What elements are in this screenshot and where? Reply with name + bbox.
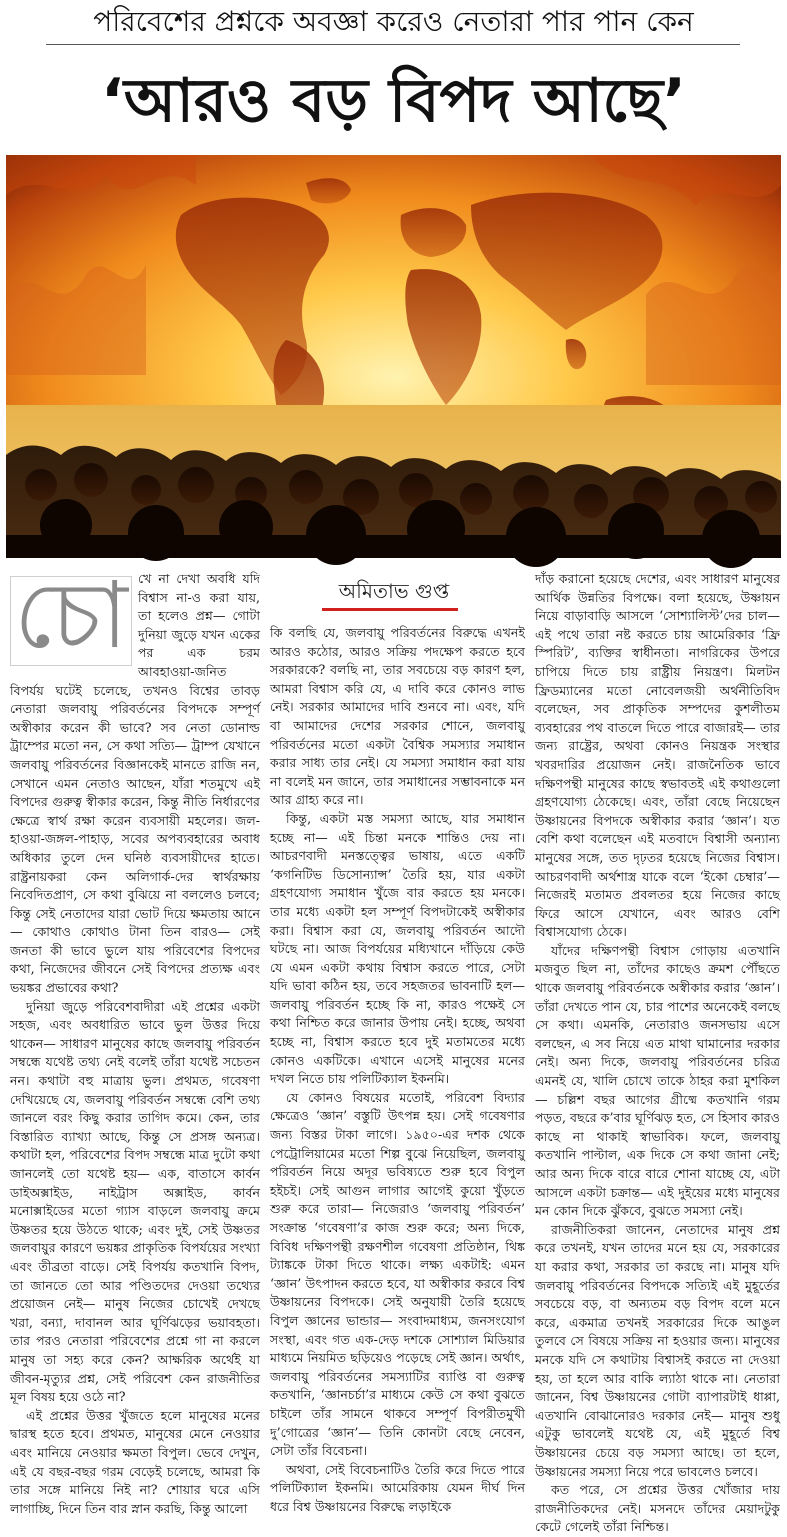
paragraph: খে না দেখা অবধি যদি বিশ্বাস না-ও করা যায়, তা হলেও প্রশ্ন— গোটা দুনিয়া জুড়ে যখন একের পর এক চরম আবহাওয়া-জনিত বিপর্যয় ঘটেই চলেছে, তখনও বিশ্বের তাবড় নেতারা জলবায়ু পরিবর্তনের বিপদকে সম্পূর্ণ অস্বীকার করেন কী ভাবে? সব নেতা ডোনাল্ড ট্রাম্পের মতো নন, সে কথা সত্যি— ট্রাম্প যেখানে জলবায়ু পরিবর্তনের বিজ্ঞানকেই মানতে রাজি নন, সেখানে এমন নেতাও আছেন, যাঁরা শতমুখে এই বিপদের গুরুত্ব স্বীকার করেন, কিন্তু নীতি নির্ধারণের ক্ষেত্রে স্বার্থ রক্ষা করেন ব্যবসায়ী মহলের। জল-হাওয়া-জঙ্গল-পাহাড়, সবের অপব্যবহারের অবাধ অধিকার তুলে দেন ঘনিষ্ঠ ব্যবসায়ীদের হাতে। রাষ্ট্রনায়করা কেন অলিগার্ক-দের স্বার্থরক্ষায় নিবেদিতপ্রাণ, সে কথা বুঝিয়ে না বললেও চলবে; কিন্তু সেই নেতাদের যারা ভোট দিয়ে ক্ষমতায় আনে— কোথাও কোথাও টানা তিন বারও— সেই জনতা কী ভাবে ভুলে যায় পরিবেশের বিপদের কথা, নিজেদের জীবনে সেই বিপদের প্রত্যক্ষ এবং ভয়ঙ্কর প্রভাবের কথা?: [10, 571, 260, 996]
kicker: পরিবেশের প্রশ্নকে অবজ্ঞা করেও নেতারা পার পান কেন: [93, 5, 694, 38]
paragraph: অথবা, সেই বিবেচনাটিও তৈরি করে দিতে পারে পলিটিক্যাল ইকনমি। আমেরিকায় যেমন দীর্ঘ দিন ধরে বিশ্ব উষ্ণায়নের বিরুদ্ধে লড়াইকে: [270, 1461, 525, 1514]
paragraph: এই প্রশ্নের উত্তর খুঁজতে হলে মানুষের মনের দ্বারস্থ হতে হবে। প্রথমত, মানুষের মেনে নেওয়ার এবং মানিয়ে নেওয়ার ক্ষমতা বিপুল। ভেবে দেখুন, এই যে বছর-বছর গরম বেড়েই চলেছে, আমরা কি তার সঙ্গে মানিয়ে নিই না? শোয়ার ঘরে এসি লাগাচ্ছি, দিনে তিন বার স্নান করছি, কিন্তু আলো: [10, 1407, 260, 1516]
hero-image: [6, 155, 781, 558]
paragraph: দাঁড় করানো হয়েছে দেশের, এবং সাধারণ মানুষের আর্থিক উন্নতির বিপক্ষে। বলা হয়েছে, উষ্ণায়ন নিয়ে বাড়াবাড়ি আসলে ‘সোশ্যালিস্ট’দের চাল— এই পথে তারা নষ্ট করতে চায় আমেরিকার ‘ফ্রি স্পিরিট’, ব্যক্তির স্বাধীনতা। নাগরিকের উপরে চাপিয়ে দিতে চায় রাষ্ট্রীয় নিয়ন্ত্রণ। মিলটন ফ্রিডম্যানের মতো নোবেলজয়ী অর্থনীতিবিদ বলেছেন, সব প্রাকৃতিক সম্পদের কুশলীতম ব্যবহারের পথ বাতলে দিতে পারে বাজারই— তার জন্য রাষ্ট্রের, অথবা কোনও নিয়ন্ত্রক সংস্থার খবরদারির প্রয়োজন নেই। রাজনৈতিক ভাবে দক্ষিণপন্থী মানুষের কাছে স্বভাবতই এই কথাগুলো গ্রহণযোগ্য ঠেকেছে। এবং, তাঁরা বেছে নিয়েছেন উষ্ণায়নের বিপদকে অস্বীকার করার ‘জ্ঞান’। যত বেশি কথা বলেছেন এই মতবাদে বিশ্বাসী অন্যান্য মানুষের সঙ্গে, তত দৃঢ়তর হয়েছে নিজের বিশ্বাস। আচরণবাদী অর্থশাস্ত্র যাকে বলে ‘ইকো চেম্বার’— নিজেরই মতামত প্রবলতর হয়ে নিজের কাছে ফিরে আসে যেখানে, এবং আরও বেশি বিশ্বাসযোগ্য ঠেকে।: [535, 571, 780, 940]
paragraph: দুনিয়া জুড়ে পরিবেশবাদীরা এই প্রশ্নের একটা সহজ, এবং অবধারিত ভাবে ভুল উত্তর দিয়ে থাকেন— সাধারণ মানুষের কাছে জলবায়ু পরিবর্তন সম্বন্ধে যথেষ্ট তথ্য নেই বলেই তাঁরা যথেষ্ট সচেতন নন। কথাটা বহু মাত্রায় ভুল। প্রথমত, গবেষণা দেখিয়েছে যে, জলবায়ু পরিবর্তন সম্বন্ধে বেশি তথ্য জানলে বরং কিছু করার তাগিদ কমে। কেন, তার বিস্তারিত ব্যাখ্যা আছে, কিন্তু সে প্রসঙ্গ অন্যত্র। কথাটা হল, পরিবেশের বিপদ সম্বন্ধে মাত্র দুটো কথা জানলেই তো যথেষ্ট হয়— এক, বাতাসে কার্বন ডাইঅক্সাইড, নাইট্রাস অক্সাইড, কার্বন মনোক্সাইডের মতো গ্যাস বাড়লে জলবায়ু ক্রমে উষ্ণতর হয়ে উঠতে থাকে; এবং দুই, সেই উষ্ণতর জলবায়ুর কারণে ভয়ঙ্কর প্রাকৃতিক বিপর্যয়ের সংখ্যা এবং তীব্রতা বাড়ে। সেই বিপর্যয় কতখানি বিপদ, তা জানতে তো আর পণ্ডিতদের দেওয়া তথ্যের প্রয়োজন নেই— মানুষ নিজের চোখেই দেখছে খরা, বন্যা, দাবানল আর ঘূর্ণিঝড়ের ভয়াবহতা। তার পরও নেতারা পরিবেশের প্রশ্নে গা না করলে মানুষ তা সহ্য করে কেন? আক্ষরিক অর্থেই যা জীবন-মৃত্যুর প্রশ্ন, সেই পরিবেশ কেন রাজনীতির মূল বিষয় হয়ে ওঠে না?: [10, 998, 260, 1405]
kicker-rule: [46, 44, 740, 45]
paragraph: কি বলছি যে, জলবায়ু পরিবর্তনের বিরুদ্ধে এখনই আরও কঠোর, আরও সক্রিয় পদক্ষেপ করতে হবে সরকারকে? বলছি না, তার সবচেয়ে বড় কারণ হল, আমরা বিশ্বাস করি যে, এ দাবি করে কোনও লাভ নেই। সরকার আমাদের দাবি শুনবে না। এবং, যদি বা আমাদের দেশের সরকার শোনে, জলবায়ু পরিবর্তনের মতো একটা বৈশ্বিক সমস্যার সমাধান করার সাধ্য তার নেই। যে সমস্যা সমাধান করা যায় না বলেই মন জানে, তার সমাধানের সম্ভাবনাকে মন আর গ্রাহ্য করে না।: [270, 625, 525, 808]
paragraph: যে কোনও বিষয়ের মতোই, পরিবেশ বিদ্যার ক্ষেত্রেও ‘জ্ঞান’ বস্তুটি উৎপন্ন হয়। সেই গবেষণার জন্য বিস্তর টাকা লাগে। ১৯৫০-এর দশক থেকে পেট্রোলিয়ামের মতো শিল্প বুঝে নিয়েছিল, জলবায়ু পরিবর্তন নিয়ে অদূর ভবিষ্যতে শুরু হবে বিপুল হইচই। সেই আগুন লাগার আগেই কুয়ো খুঁড়তে শুরু করে তারা— নিজেরাও ‘জলবায়ু পরিবর্তন’ সংক্রান্ত ‘গবেষণা’র কাজ শুরু করে; অন্য দিকে, বিবিধ দক্ষিণপন্থী রক্ষণশীল গবেষণা প্রতিষ্ঠান, থিঙ্ক ট্যাঙ্ককে টাকা দিতে থাকে। লক্ষ্য একটাই: এমন ‘জ্ঞান’ উৎপাদন করতে হবে, যা অস্বীকার করবে বিশ্ব উষ্ণায়নের বিপদকে। সেই অনুযায়ী তৈরি হয়েছে বিপুল জ্ঞানের ভান্ডার— সংবাদমাধ্যম, জনসংযোগ সংস্থা, এবং গত এক-দেড় দশকে সোশ্যাল মিডিয়ার মাধ্যমে নিয়মিত ছড়িয়েও পড়েছে সেই জ্ঞান। অর্থাৎ, জলবায়ু পরিবর্তনের সমস্যাটির ব্যাপ্তি বা গুরুত্ব কতখানি, ‘জ্ঞানচর্চা’র মাধ্যমে কেউ সে কথা বুঝতে চাইলে তাঁর সামনে থাকবে সম্পূর্ণ বিপরীতমুখী দু’গোত্রের ‘জ্ঞান’— তিনি কোনটা বেছে নেবেন, সেটা তাঁর বিবেচনা।: [270, 1089, 525, 1459]
burning-world-map-crowd-icon: [6, 155, 781, 558]
dropcap: [10, 562, 132, 669]
article-column-1: [10, 562, 260, 1516]
dropcap-letter: চো: [14, 562, 128, 669]
byline: অমিতাভ গুপ্ত: [338, 579, 450, 603]
article-column-3: [535, 570, 780, 1535]
paragraph: যাঁদের দক্ষিণপন্থী বিশ্বাস গোড়ায় এতখানি মজবুত ছিল না, তাঁদের কাছেও ক্রমশ পৌঁছতে থাকে জলবায়ু পরিবর্তনকে অস্বীকার করার ‘জ্ঞান’। তাঁরা দেখতে পান যে, চার পাশের অনেকেই বলছে সে কথা। এমনকি, নেতারাও জনসভায় এসে বলছেন, এ সব নিয়ে এত মাথা ঘামানোর দরকার নেই। অন্য দিকে, জলবায়ু পরিবর্তনের চরিত্র এমনই যে, খালি চোখে তাকে ঠাহর করা মুশকিল— চল্লিশ বছর আগের গ্রীষ্মে কতখানি গরম পড়ত, বছরে ক’বার ঘূর্ণিঝড় হত, সে হিসাব কারও কাছে না থাকাই স্বাভাবিক। ফলে, জলবায়ু কতখানি পাল্টাল, এক দিকে সে কথা জানা নেই; আর অন্য দিকে বারে বারে শোনা যাচ্ছে যে, এটা আসলে একটা চক্রান্ত— এই দুইয়ের মধ্যে মানুষের মন কোন দিকে ঝুঁকবে, বুঝতে সমস্যা নেই।: [535, 942, 780, 1219]
paragraph: রাজনীতিকরা জানেন, নেতাদের মানুষ প্রশ্ন করে তখনই, যখন তাদের মনে হয় যে, সরকারের যা করার কথা, সরকার তা করছে না। মানুষ যদি জলবায়ু পরিবর্তনের বিপদকে সত্যিই এই মুহূর্তের সবচেয়ে বড়, বা অন্যতম বড় বিপদ বলে মনে করে, একমাত্র তখনই সরকারের দিকে আঙুল তুলবে সে বিষয়ে সক্রিয় না হওয়ার জন্য। মানুষের মনকে যদি সে কথাটায় বিশ্বাসই করতে না দেওয়া হয়, তা হলে আর বাকি ল্যাঠা থাকে না। নেতারা জানেন, বিশ্ব উষ্ণায়নের গোটা ব্যাপারটাই ধাপ্পা, এতখানি বোঝানোরও দরকার নেই— মানুষ শুধু এটুকু ভাবলেই যথেষ্ট যে, এই মুহূর্তে বিশ্ব উষ্ণায়নের চেয়ে বড় সমস্যা আছে। তা হলে, উষ্ণায়নের সমস্যা নিয়ে পরে ভাবলেও চলবে।: [535, 1221, 780, 1479]
article-column-2: [270, 624, 525, 1519]
headline: ‘আরও বড় বিপদ আছে’: [101, 66, 686, 136]
byline-rule: [322, 608, 458, 611]
paragraph: কিন্তু, একটা মস্ত সমস্যা আছে, যার সমাধান হচ্ছে না— এই চিন্তা মনকে শান্তিও দেয় না। আচরণবাদী মনস্তত্ত্বের ভাষায়, এতে একটি ‘কগনিটিভ ডিসোন্যান্স’ তৈরি হয়, যার একটা গ্রহণযোগ্য সমাধান খুঁজে বার করতে হয় মনকে। তার মধ্যে একটা হল সম্পূর্ণ বিপদটাকেই অস্বীকার করা। বিশ্বাস করা যে, জলবায়ু পরিবর্তন আদৌ ঘটছে না। আজ বিপর্যয়ের মধ্যিখানে দাঁড়িয়ে কেউ যে এমন একটা কথায় বিশ্বাস করতে পারে, সেটা যদি ভাবা কঠিন হয়, তবে সহজতর ভাবনাটি হল— জলবায়ু পরিবর্তন হচ্ছে কি না, কারও পক্ষেই সে কথা নিশ্চিত করে জানার উপায় নেই। হচ্ছে, অথবা হচ্ছে না, বিশ্বাস করতে হবে দুই মতামতের মধ্যে কোনও একটিকে। এখানে এসেই মানুষের মনের দখল নিতে চায় পলিটিক্যাল ইকনমি।: [270, 810, 525, 1087]
paragraph: কত পরে, সে প্রশ্নের উত্তর খোঁজার দায় রাজনীতিকদের নেই। মসনদে তাঁদের মেয়াদটুকু কেটে গেলেই তাঁরা নিশ্চিন্ত।: [535, 1482, 780, 1535]
